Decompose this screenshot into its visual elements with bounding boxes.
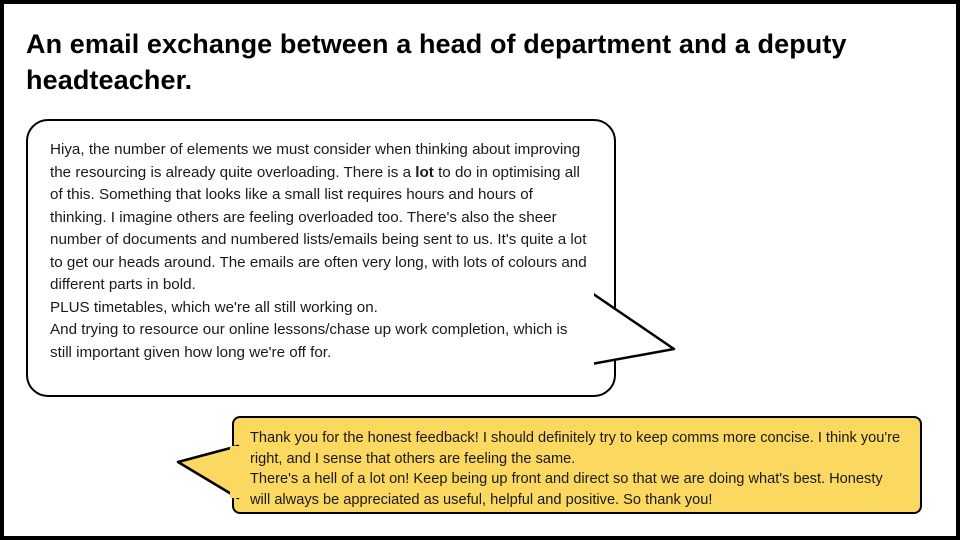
message-text-part-2: to do in optimising all of this. Something that looks like a small list requires hours and hours of thinking. I imagine others are feeling overloaded too. There's also the sheer number of documents and numbered lists/emails being sent to us. It's quite a lot to get our heads around. The emails are often very long, with lots of colours and different parts in bold. [50,163,587,293]
speech-bubble-head-of-department [26,119,616,397]
message-paragraph-3: And trying to resource our online lessons/chase up work completion, which is still important given how long we're off for. [50,321,568,361]
speech-bubble-tail-icon [586,269,686,389]
speech-bubble-deputy-headteacher [232,416,922,514]
message-text-part-1: Hiya, the number of elements we must consider when thinking about improving the resourcing is already quite overloading. There is a [50,141,581,181]
reply-bubble-body [232,416,922,514]
speech-bubble-body [26,119,616,397]
reply-paragraph-1: Thank you for the honest feedback! I should definitely try to keep comms more concise. I think you're right, and I sense that others are feeling the same. [250,430,901,467]
message-emphasis-word: lot [415,163,434,181]
reply-paragraph-2: There's a hell of a lot on! Keep being up front and direct so that we are doing what's best. Honesty will always be appreciated as useful, helpful and positive. So thank you! [250,471,883,509]
message-paragraph-2: PLUS timetables, which we're all still working on. [50,298,378,316]
message-paragraph-1 [50,139,592,297]
speech-bubble-tail-reply-icon [176,444,240,504]
page-title: An email exchange between a head of department and a deputy headteacher. [26,29,847,96]
